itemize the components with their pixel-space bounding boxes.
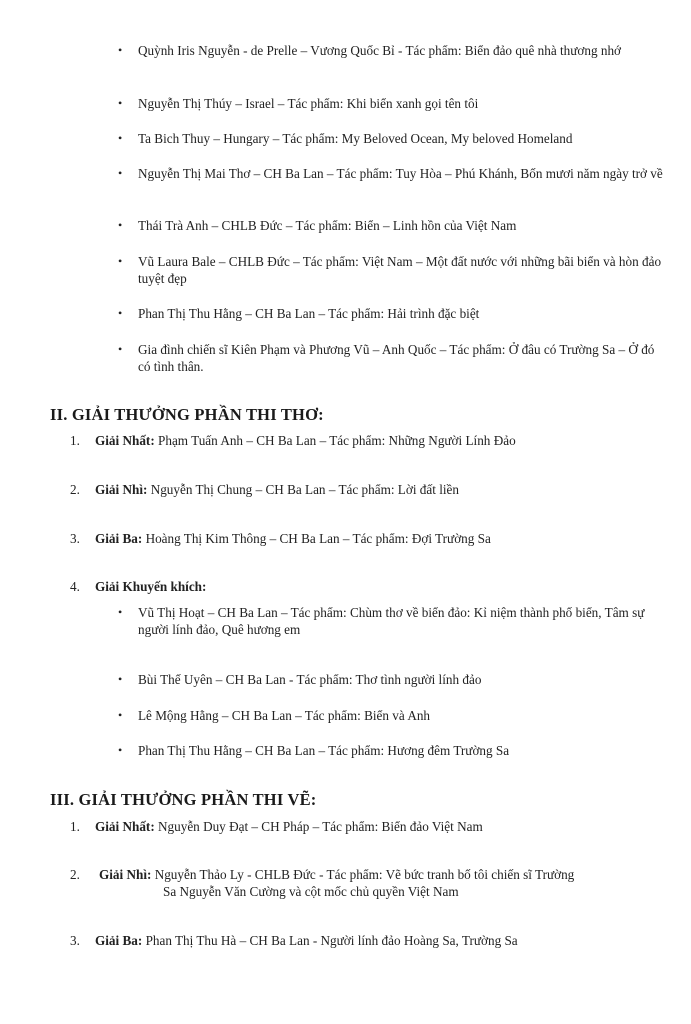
- list-item: [118, 671, 663, 688]
- award-item: [70, 818, 660, 835]
- list-item: [118, 341, 663, 375]
- list-item-text: Phan Thị Thu Hằng – CH Ba Lan – Tác phẩm: Hương đêm Trường Sa: [138, 743, 510, 758]
- list-item: [118, 707, 663, 724]
- award-label: Giải Ba:: [95, 933, 143, 948]
- bullet-icon: •: [118, 96, 123, 110]
- bullet-icon: •: [118, 254, 123, 268]
- award-label: Giải Nhất:: [95, 433, 155, 448]
- award-text: Hoàng Thị Kim Thông – CH Ba Lan – Tác phẩm: Đợi Trường Sa: [142, 531, 491, 546]
- award-label: Giải Ba:: [95, 531, 143, 546]
- list-item-text: Phan Thị Thu Hằng – CH Ba Lan – Tác phẩm: Hải trình đặc biệt: [138, 306, 480, 321]
- award-item: [70, 432, 660, 449]
- list-item-text: Thái Trà Anh – CHLB Đức – Tác phẩm: Biển – Linh hồn của Việt Nam: [138, 218, 517, 233]
- award-item: [70, 578, 660, 595]
- award-text: Phan Thị Thu Hà – CH Ba Lan - Người lính đảo Hoàng Sa, Trường Sa: [142, 933, 518, 948]
- list-item: [118, 305, 663, 322]
- bullet-icon: •: [118, 306, 123, 320]
- award-label: Giải Nhất:: [95, 819, 155, 834]
- item-number: 2.: [70, 482, 80, 497]
- award-item: [70, 932, 660, 949]
- award-text: Phạm Tuấn Anh – CH Ba Lan – Tác phẩm: Những Người Lính Đảo: [154, 433, 516, 448]
- award-text: Nguyễn Thị Chung – CH Ba Lan – Tác phẩm: Lời đất liền: [147, 482, 459, 497]
- list-item-text: Gia đình chiến sĩ Kiên Phạm và Phương Vũ – Anh Quốc – Tác phẩm: Ở đâu có Trường Sa – Ở đó có tình thân.: [138, 342, 655, 374]
- bullet-icon: •: [118, 743, 123, 757]
- list-item: [118, 165, 663, 182]
- bullet-icon: •: [118, 342, 123, 356]
- section-heading-drawing: III. GIẢI THƯỞNG PHẦN THI VẼ:: [50, 790, 317, 809]
- list-item-text: Bùi Thế Uyên – CH Ba Lan - Tác phẩm: Thơ tình người lính đảo: [138, 672, 482, 687]
- award-item: [70, 530, 660, 547]
- list-item: [118, 253, 663, 287]
- item-number: 1.: [70, 433, 80, 448]
- list-item: [118, 742, 663, 759]
- item-number: 3.: [70, 531, 80, 546]
- bullet-icon: •: [118, 708, 123, 722]
- list-item-text: Vũ Thị Hoạt – CH Ba Lan – Tác phẩm: Chùm thơ về biển đảo: Kỉ niệm thành phố biển, Tâm sự người lính đảo, Quê hương em: [138, 605, 645, 637]
- item-number: 4.: [70, 579, 80, 594]
- award-item: [70, 481, 660, 498]
- item-number: 1.: [70, 819, 80, 834]
- award-text: Nguyễn Thảo Ly - CHLB Đức - Tác phẩm: Vẽ bức tranh bố tôi chiến sĩ Trường: [151, 867, 575, 882]
- bullet-icon: •: [118, 218, 123, 232]
- list-item-text: Quỳnh Iris Nguyễn - de Prelle – Vương Quốc Bỉ - Tác phẩm: Biển đảo quê nhà thương nhớ: [138, 43, 622, 58]
- bullet-icon: •: [118, 672, 123, 686]
- award-label: Giải Nhì:: [99, 867, 152, 882]
- list-item-text: Vũ Laura Bale – CHLB Đức – Tác phẩm: Việt Nam – Một đất nước với những bãi biển và hòn đảo tuyệt đẹp: [138, 254, 662, 286]
- bullet-icon: •: [118, 131, 123, 145]
- list-item: [118, 42, 663, 59]
- item-number: 2.: [70, 867, 80, 882]
- list-item-text: Nguyễn Thị Mai Thơ – CH Ba Lan – Tác phẩm: Tuy Hòa – Phú Khánh, Bốn mươi năm ngày trở về: [138, 166, 663, 181]
- section-heading-poetry: II. GIẢI THƯỞNG PHẦN THI THƠ:: [50, 405, 324, 424]
- list-item: [118, 95, 663, 112]
- award-text: Nguyễn Duy Đạt – CH Pháp – Tác phẩm: Biển đảo Việt Nam: [154, 819, 483, 834]
- bullet-icon: •: [118, 43, 123, 57]
- award-label: Giải Nhì:: [95, 482, 148, 497]
- award-label: Giải Khuyến khích:: [95, 579, 207, 594]
- list-item: [118, 604, 663, 638]
- item-number: 3.: [70, 933, 80, 948]
- list-item-text: Nguyễn Thị Thúy – Israel – Tác phẩm: Khi biển xanh gọi tên tôi: [138, 96, 479, 111]
- list-item-text: Lê Mộng Hằng – CH Ba Lan – Tác phẩm: Biển và Anh: [138, 708, 431, 723]
- list-item: [118, 217, 663, 234]
- list-item-text: Ta Bich Thuy – Hungary – Tác phẩm: My Beloved Ocean, My beloved Homeland: [138, 131, 573, 146]
- award-item: [70, 866, 660, 900]
- bullet-icon: •: [118, 605, 123, 619]
- award-text-continued: Sa Nguyễn Văn Cường và cột mốc chủ quyền Việt Nam: [163, 884, 459, 899]
- bullet-icon: •: [118, 166, 123, 180]
- list-item: [118, 130, 663, 147]
